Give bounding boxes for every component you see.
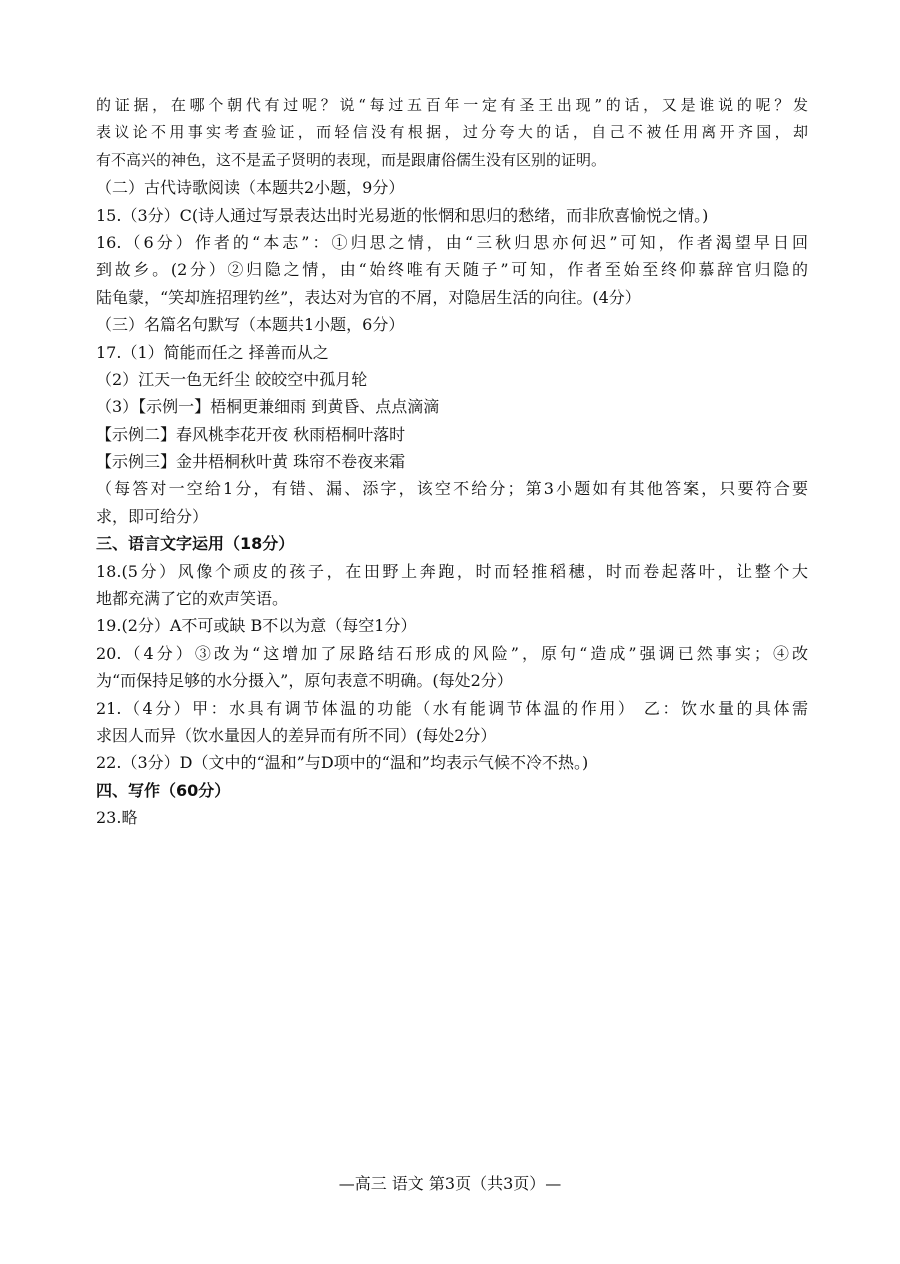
answer-18: 18.(5分）风像个顽皮的孩子，在田野上奔跑，时而轻推稻穗，时而卷起落叶，让整个大: [96, 561, 808, 581]
text-line: 有不高兴的神色，这不是孟子贤明的表现，而是跟庸俗儒生没有区别的证明。: [96, 150, 607, 169]
answer-22: 22.（3分）D（文中的“温和”与D项中的“温和”均表示气候不冷不热。): [96, 753, 589, 773]
text-line: 【示例三】金井梧桐秋叶黄 珠帘不卷夜来霜: [96, 452, 406, 472]
text-line: 地都充满了它的欢声笑语。: [96, 589, 289, 609]
answer-20: 20.（4分）③改为“这增加了尿路结石形成的风险”，原句“造成”强调已然事实；④改: [96, 643, 808, 663]
section-heading-writing: 四、写作（60分）: [96, 780, 231, 800]
text-line: 的证据，在哪个朝代有过呢？说“每过五百年一定有圣王出现”的话，又是谁说的呢？发: [96, 96, 808, 114]
text-line: 为“而保持足够的水分摄入”，原句表意不明确。(每处2分）: [96, 671, 513, 691]
answer-16: 16.（6分）作者的“本志”：①归思之情，由“三秋归思亦何迟”可知，作者渴望早日回: [96, 232, 808, 252]
text-line: 陆龟蒙，“笑却旌招理钓丝”，表达对为官的不屑，对隐居生活的向往。(4分）: [96, 287, 641, 307]
text-line: 到故乡。(2分）②归隐之情，由“始终唯有天随子”可知，作者至始至终仰慕辞官归隐的: [96, 260, 808, 280]
section-heading-dictation: （三）名篇名句默写（本题共1小题，6分）: [96, 315, 405, 335]
section-heading-poetry: （二）古代诗歌阅读（本题共2小题，9分）: [96, 178, 405, 198]
answer-15: 15.（3分）C(诗人通过写景表达出时光易逝的怅惘和思归的愁绪，而非欣喜愉悦之情。): [96, 205, 709, 225]
text-line: （2）江天一色无纤尘 皎皎空中孤月轮: [96, 369, 368, 389]
text-line: 求，即可给分）: [96, 506, 209, 526]
answer-19: 19.(2分）A不可或缺 B不以为意（每空1分）: [96, 616, 417, 636]
text-line: 求因人而异（饮水量因人的差异而有所不同）(每处2分）: [96, 725, 497, 745]
text-line: 表议论不用事实考查验证，而轻信没有根据，过分夸大的话，自己不被任用离开齐国，却: [96, 123, 808, 142]
answer-23: 23.略: [96, 808, 138, 828]
text-line: 【示例二】春风桃李花开夜 秋雨梧桐叶落时: [96, 424, 406, 444]
document-body: [96, 92, 808, 832]
answer-17: 17.（1）简能而任之 择善而从之: [96, 342, 329, 362]
section-heading-language: 三、语言文字运用（18分）: [96, 534, 295, 554]
scoring-note: （每答对一空给1分，有错、漏、添字，该空不给分；第3小题如有其他答案，只要符合要: [96, 479, 808, 499]
page-footer: —高三 语文 第3页（共3页）—: [338, 1174, 562, 1193]
answer-21: 21.（4分）甲：水具有调节体温的功能（水有能调节体温的作用） 乙：饮水量的具体需: [96, 698, 808, 718]
text-line: （3）【示例一】梧桐更兼细雨 到黄昏、点点滴滴: [96, 397, 440, 417]
